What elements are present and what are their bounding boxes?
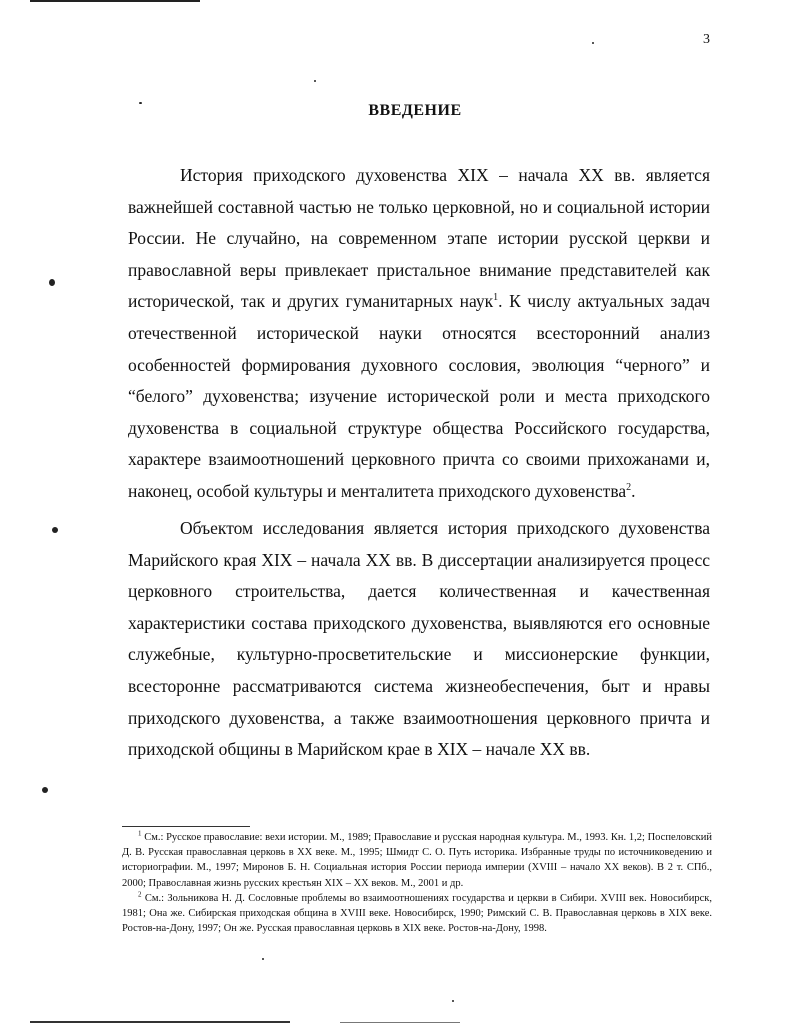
scan-edge-line — [340, 1022, 460, 1023]
footnote-text: См.: Русское православие: вехи истории. М., 1989; Православие и русская народная культура. М., 1993. Кн. 1,2; Поспеловский Д. В. Русская православная церковь в XX веке. М., 1995; Шмидт С. О. Путь историка. Избранные труды по источниковедению и историографии. М., 1997; Миронов Б. Н. Социальная история России периода империи (XVIII – начало XX веков). В 2 т. СПб., 2000; Православная жизнь русских крестьян XIX – XX веков. М., 2001 и др. — [122, 832, 712, 889]
scan-speck — [139, 102, 142, 104]
paragraph-text: Объектом исследования является история приходского духовенства Марийского края XIX – начала XX вв. В диссертации анализируется процесс церковного строительства, дается количественная и качественная характеристики состава приходского духовенства, выявляются его основные служебные, культурно-просветительские и миссионерские функции, всесторонне рассматриваются система жизнеобеспечения, быт и нравы приходского духовенства, а также взаимоотношения церковного причта и приходской общины в Марийском крае в XIX – начале XX вв. — [128, 518, 710, 760]
paragraph-text: . К числу актуальных задач отечественной исторической науки относятся всесторонний анализ особенностей формирования духовного сословия, эволюция “черного” и “белого” духовенства; изучение исторической роли и места приходского духовенства в социальной структуре общества Российского государства, характере взаимоотношений церковного причта со своими прихожанами и, наконец, особой культуры и менталитета приходского духовенства — [128, 291, 710, 501]
footnote-reference[interactable]: 1 — [493, 292, 499, 304]
footnote-mark: 1 — [138, 829, 142, 838]
footnotes — [122, 830, 712, 936]
scan-speck — [592, 42, 594, 44]
scan-edge-line — [30, 1021, 290, 1023]
scan-speck — [42, 787, 48, 793]
scan-speck — [262, 958, 264, 960]
footnote — [122, 891, 712, 937]
footnote-text: См.: Зольникова Н. Д. Сословные проблемы во взаимоотношениях государства и церкви в Сибири. XVIII век. Новосибирск, 1981; Она же. Сибирская приходская община в XVIII веке. Новосибирск, 1990; Римский С. В. Православная церковь в XIX веке. Ростов-на-Дону, 1997; Он же. Русская православная церковь в XIX веке. Ростов-на-Дону, 1998. — [122, 892, 713, 935]
footnote-mark: 2 — [138, 890, 142, 899]
paragraph-text: . — [631, 480, 636, 501]
paragraph-text: История приходского духовенства XIX – начала XX вв. является важнейшей составной частью не только церковной, но и социальной истории России. Не случайно, на современном этапе истории русской церкви и православной веры привлекает пристальное внимание представителей как исторической, так и других гуманитарных наук — [128, 165, 710, 312]
paragraph — [128, 513, 710, 766]
page-title: ВВЕДЕНИЕ — [368, 102, 462, 119]
scan-speck — [314, 80, 316, 82]
paragraph — [128, 160, 710, 508]
footnote — [122, 830, 712, 891]
footnote-separator — [122, 826, 250, 827]
scan-speck — [49, 279, 55, 286]
scan-speck — [452, 1000, 454, 1002]
footnote-reference[interactable]: 2 — [626, 482, 632, 494]
scan-speck — [52, 527, 58, 533]
page-number: 3 — [703, 32, 710, 47]
scan-edge-line — [30, 0, 200, 2]
